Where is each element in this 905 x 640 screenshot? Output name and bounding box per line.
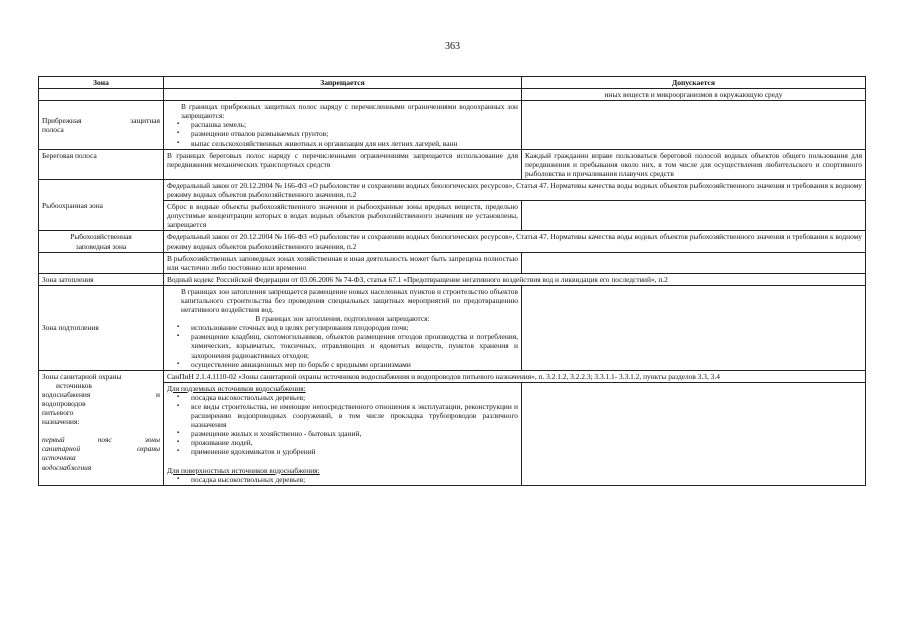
list-item: ▪ размещение кладбищ, скотомогильников, объектов размещения отходов производства и потребления, химических, взрывчатых, токсичных, отравляющих и ядовитых веществ, пунктов хранения и захоронения радиоактивных отходов; <box>177 332 518 359</box>
law-cell: СанПиН 2.1.4.1110-02 «Зоны санитарной охраны источников водоснабжения и водопроводов питьевого назначения», п. 3.2.1.2, 3.2.2.3; 3.3.1.1- 3.3.1.2, пункты разделов 3.3, 3.4 <box>164 370 866 382</box>
table-header-row <box>39 77 866 89</box>
table-row <box>39 179 866 200</box>
forbidden-list <box>167 393 518 457</box>
table-row <box>39 201 866 231</box>
table-row <box>39 273 866 285</box>
zone-cell: Прибрежная защитная полоса <box>39 101 164 149</box>
list-item: ▪ осуществление авиационных мер по борьбе с вредными организмами <box>177 360 518 369</box>
list-item: ▪ размещение жилых и хозяйственно - бытовых зданий, <box>177 429 518 438</box>
table-row <box>39 285 866 370</box>
allowed-cell: Каждый гражданин вправе пользоваться береговой полосой водных объектов общего пользования для передвижения и пребывания около них, в том числе для осуществления любительского и спортивного рыболовства и причаливания плавучих средств <box>522 149 866 179</box>
table-row <box>39 149 866 179</box>
law-cell: Водный кодекс Российской Федерации от 03.06.2006 № 74-ФЗ, статья 67.1 «Предотвращение негативного воздействия вод и ликвидация его последствий», п.2 <box>164 273 866 285</box>
forbidden-list <box>167 323 518 368</box>
list-item: ▪ проживание людей, <box>177 438 518 447</box>
zones-table <box>38 76 866 486</box>
zone-cell: Зоны санитарной охраны источников водоснабжения и водопроводов питьевого назначения: первый пояс зоны санитарной охраны источника водоснабжения <box>39 370 164 485</box>
forbidden-cell: В границах зон затопления запрещается размещение новых населенных пунктов и строительство объектов капитального строительства без проведения специальных защитных мероприятий по предотвращению негативного воздействия вод. В границах зон затопления, подтопления запрещаются: ▪ использование сточных вод в целях регулирования плодородия почв; ▪ размещение кладбищ, скотомогильников, объектов размещения отходов производства и потребления, химических, взрывчатых, токсичных, отравляющих и ядовитых веществ, пунктов хранения и захоронения радиоактивных отходов; ▪ осуществление авиационных мер по борьбе с вредными организмами <box>164 285 522 370</box>
list-item: ▪ все виды строительства, не имеющие непосредственного отношения к эксплуатации, реконструкции и расширению водопроводных сооружений, в том числе прокладка трубопроводов различного назначения <box>177 402 518 429</box>
list-item: ▪ посадка высокоствольных деревьев; <box>177 393 518 402</box>
list-item: ▪ применение ядохимикатов и удобрений <box>177 447 518 456</box>
forbidden-list <box>167 120 518 147</box>
list-item: ▪ размещение отвалов размываемых грунтов; <box>177 129 518 138</box>
zone-cell: Рыбоохранная зона <box>39 179 164 230</box>
list-item: ▪ посадка высокоствольных деревьев; <box>177 475 518 484</box>
forbidden-cell: Для подземных источников водоснабжения: ▪ посадка высокоствольных деревьев; ▪ все виды строительства, не имеющие непосредственного отношения к эксплуатации, реконструкции и расширению водопроводных сооружений, в том числе прокладка трубопроводов различного назначения ▪ размещение жилых и хозяйственно - бытовых зданий, ▪ проживание людей, ▪ применение ядохимикатов и удобрений Для поверхностных источников водоснабжения: ▪ посадка высокоствольных деревьев; <box>164 382 522 485</box>
list-item: ▪ использование сточных вод в целях регулирования плодородия почв; <box>177 323 518 332</box>
zone-cell: Зона затопления <box>39 273 164 285</box>
table-row <box>39 89 866 101</box>
forbidden-cell: Сброс в водные объекты рыбохозяйственного значения и рыбоохранные зоны вредных веществ, предельно допустимые концентрации которых в водах водных объектов рыбохозяйственного значения не установлены, запрещается <box>164 201 522 231</box>
table-row <box>39 101 866 149</box>
header-allowed: Допускается <box>522 77 866 89</box>
page-number: 363 <box>445 41 460 52</box>
table-row <box>39 252 866 273</box>
table-row <box>39 231 866 252</box>
zone-cell: Зона подтопления <box>39 285 164 370</box>
forbidden-cell: В границах прибрежных защитных полос наряду с перечисленными ограничениями водоохранных зон запрещаются: ▪ распашка земель; ▪ размещение отвалов размываемых грунтов; ▪ выпас сельскохозяйственных животных и организация для них летних лагерей, ванн <box>164 101 522 149</box>
zone-cell: Береговая полоса <box>39 149 164 179</box>
zone-cell: Рыбохозяйственная заповедная зона <box>39 231 164 252</box>
list-item: ▪ выпас сельскохозяйственных животных и организация для них летних лагерей, ванн <box>177 139 518 148</box>
list-item: ▪ распашка земель; <box>177 120 518 129</box>
law-cell: Федеральный закон от 20.12.2004 № 166-ФЗ «О рыболовстве и сохранении водных биологических ресурсов», Статья 47. Нормативы качества воды водных объектов рыбохозяйственного значения и требования к водному режиму водных объектов рыбохозяйственного значения, п.2 <box>164 231 866 252</box>
header-zone: Зона <box>39 77 164 89</box>
forbidden-cell: В границах береговых полос наряду с перечисленными ограничениями запрещается использование для передвижения механических транспортных средств <box>164 149 522 179</box>
table-row <box>39 370 866 382</box>
header-forbidden: Запрещается <box>164 77 522 89</box>
forbidden-cell: В рыбохозяйственных заповедных зонах хозяйственная и иная деятельность может быть запрещена полностью или частично либо постоянно или временно <box>164 252 522 273</box>
table-row <box>39 382 866 485</box>
allowed-cell: иных веществ и микроорганизмов в окружающую среду <box>522 89 866 101</box>
forbidden-list <box>167 475 518 484</box>
law-cell: Федеральный закон от 20.12.2004 № 166-ФЗ «О рыболовстве и сохранении водных биологических ресурсов», Статья 47. Нормативы качества воды водных объектов рыбохозяйственного значения и требования к водному режиму водных объектов рыбохозяйственного значения, п.2 <box>164 179 866 200</box>
